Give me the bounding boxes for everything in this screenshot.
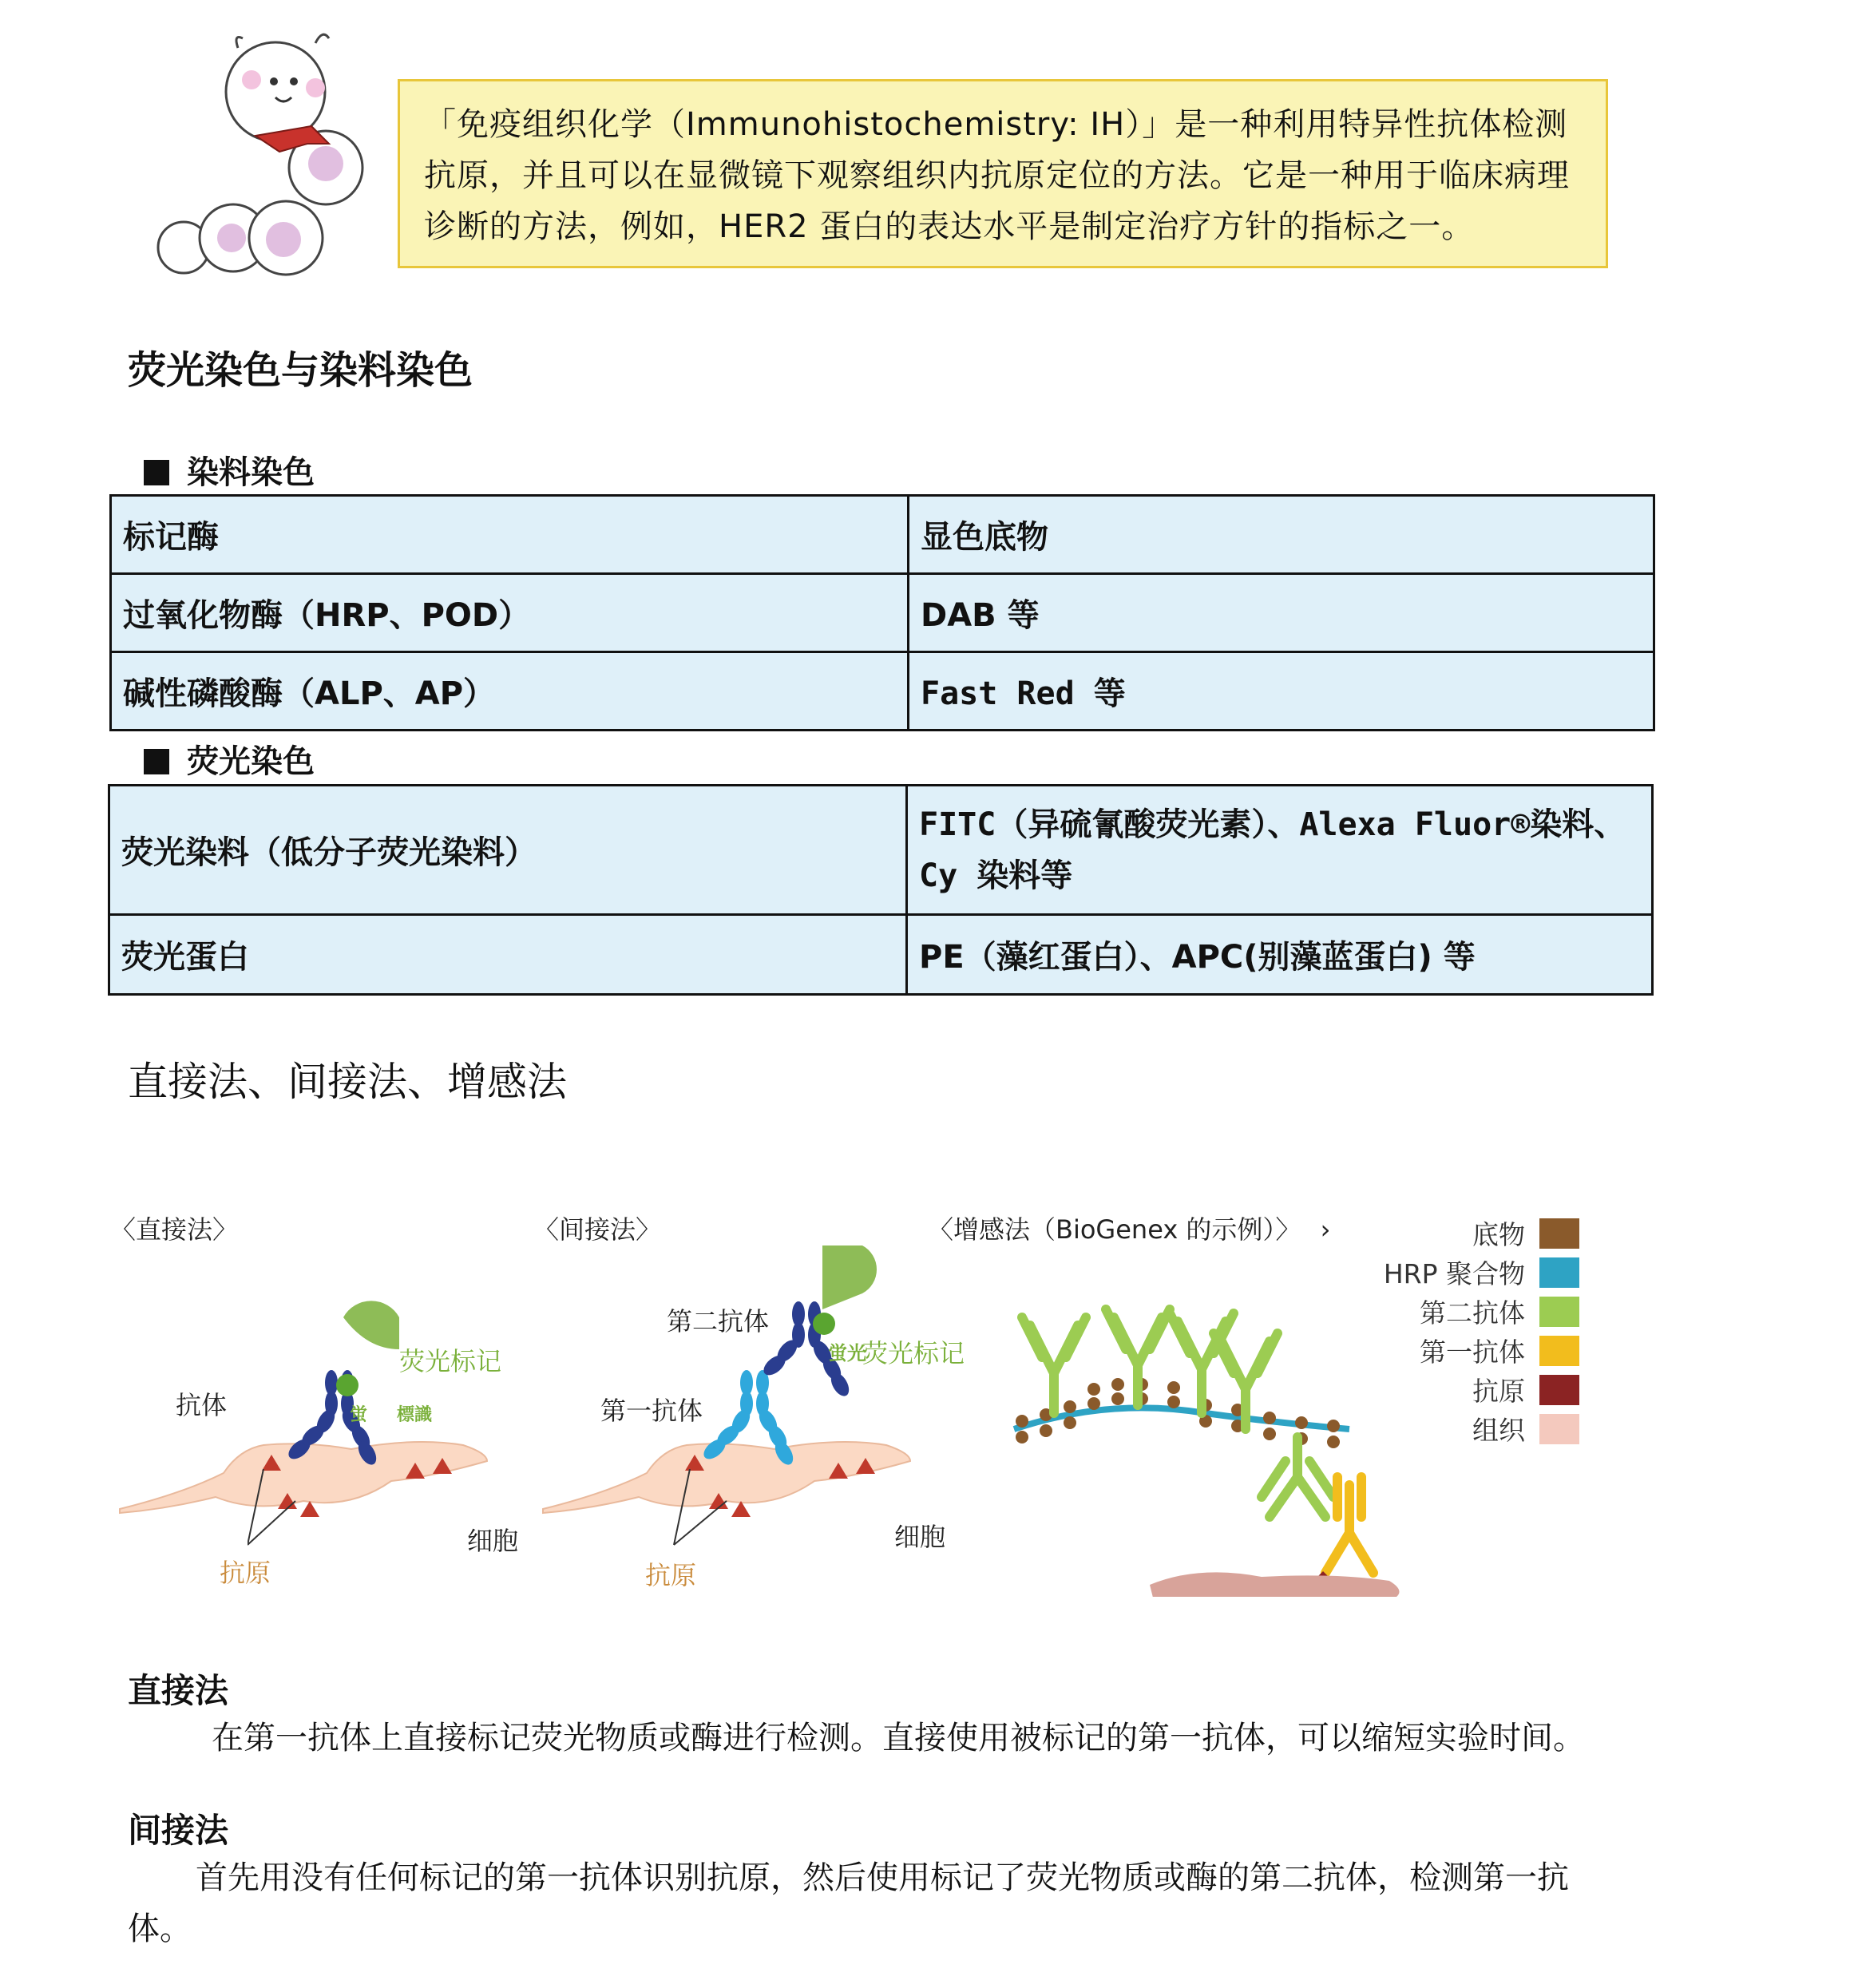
- legend-label: 底物: [1472, 1219, 1525, 1250]
- subtitle-dye-label: 染料染色: [187, 454, 315, 491]
- subtitle-fluor-label: 荧光染色: [187, 743, 315, 780]
- antigen-pointer-lines-direct: [248, 1469, 303, 1549]
- legend-item: [1349, 1292, 1579, 1331]
- label-cell-indirect: 细胞: [894, 1522, 946, 1552]
- table-cell: PE（藻红蛋白）、APC(别藻蓝蛋白) 等: [907, 915, 1653, 995]
- table-cell: [907, 786, 1653, 915]
- legend-swatch: [1539, 1218, 1579, 1249]
- mascot-illustration: [144, 24, 375, 295]
- direct-method-text: 在第一抗体上直接标记荧光物质或酶进行检测。直接使用被标记的第一抗体，可以缩短实验时间。: [212, 1720, 1585, 1756]
- label-first-antibody: 第一抗体: [600, 1396, 703, 1426]
- table-cell: 显色底物: [909, 496, 1654, 574]
- direct-method-diagram: [112, 1293, 543, 1557]
- direct-method-title: 直接法: [128, 1671, 229, 1710]
- table-cell: [909, 652, 1654, 731]
- label-fluor-tag-indirect: 荧光标记: [862, 1338, 965, 1368]
- table-cell: DAB 等: [909, 574, 1654, 652]
- table-cell: 过氧化物酶（HRP、POD）: [111, 574, 909, 652]
- dye-staining-table: [109, 494, 1655, 731]
- legend-swatch: [1539, 1297, 1579, 1327]
- legend-label: 抗原: [1472, 1376, 1525, 1407]
- label-antigen-direct: 抗原: [220, 1558, 271, 1588]
- label-small-a-direct: 蛍: [350, 1405, 368, 1425]
- subtitle-fluor-staining: [144, 736, 315, 782]
- legend-item: [1349, 1214, 1579, 1253]
- label-antigen-indirect: 抗原: [645, 1560, 697, 1590]
- label-small-b-direct: 標識: [397, 1405, 433, 1425]
- caption-direct: 〈直接法〉: [110, 1214, 239, 1245]
- table-cell: 标记酶: [111, 496, 909, 574]
- legend-swatch: [1539, 1336, 1579, 1366]
- square-bullet-icon: [144, 749, 169, 774]
- table-cell-text: FITC（异硫氰酸荧光素）、Alexa Fluor®染料、Cy 染料等: [919, 806, 1626, 894]
- legend-item: [1349, 1253, 1579, 1292]
- label-antibody: 抗体: [176, 1390, 228, 1420]
- legend-item: [1349, 1331, 1579, 1370]
- section-title-methods: 直接法、间接法、增感法: [128, 1059, 567, 1105]
- caption-enhanced: [928, 1210, 1330, 1246]
- legend-item: [1349, 1409, 1579, 1448]
- table-cell: 碱性磷酸酶（ALP、AP）: [111, 652, 909, 731]
- caption-indirect: 〈间接法〉: [533, 1214, 662, 1245]
- label-second-antibody: 第二抗体: [667, 1306, 770, 1337]
- label-fluor-tag-direct: 荧光标记: [399, 1346, 502, 1376]
- table-cell: 荧光蛋白: [109, 915, 907, 995]
- legend-label: 组织: [1472, 1415, 1525, 1446]
- fluor-staining-table: [108, 784, 1654, 996]
- legend-swatch: [1539, 1414, 1579, 1444]
- table-cell-text: Fast Red 等: [921, 675, 1126, 712]
- table-row: [109, 786, 1653, 915]
- antigen-pointer-lines-indirect: [671, 1469, 735, 1549]
- legend-swatch: [1539, 1375, 1579, 1405]
- label-cell-direct: 细胞: [467, 1526, 519, 1556]
- arrow-icon: ›: [1320, 1214, 1331, 1245]
- table-row: [111, 574, 1654, 652]
- table-row: [111, 652, 1654, 731]
- table-cell: 荧光染料（低分子荧光染料）: [109, 786, 907, 915]
- label-small-a-indirect: 蛍光: [828, 1342, 866, 1364]
- section-title-staining: 荧光染色与染料染色: [128, 348, 473, 393]
- indirect-method-text-line2: 体。: [128, 1911, 192, 1947]
- indirect-method-text-line1: 首先用没有任何标记的第一抗体识别抗原，然后使用标记了荧光物质或酶的第二抗体，检测第一抗: [196, 1859, 1569, 1896]
- intro-box: [398, 79, 1608, 268]
- table-row: [111, 496, 1654, 574]
- legend-swatch: [1539, 1257, 1579, 1288]
- legend-item: [1349, 1370, 1579, 1409]
- legend-label: 第二抗体: [1420, 1297, 1525, 1329]
- legend-label: HRP 聚合物: [1383, 1258, 1525, 1289]
- intro-text: 「免疫组织化学（Immunohistochemistry: IH）」是一种利用特异性抗体检测抗原，并且可以在显微镜下观察组织内抗原定位的方法。它是一种用于临床病理诊断的方法，例如，HER2 蛋白的表达水平是制定治疗方针的指标之一。: [424, 106, 1570, 245]
- table-row: [109, 915, 1653, 995]
- legend: [1349, 1214, 1579, 1448]
- subtitle-dye-staining: [144, 447, 315, 493]
- caption-enhanced-text: 〈增感法（BioGenex 的示例）〉: [928, 1214, 1301, 1245]
- indirect-method-title: 间接法: [128, 1811, 229, 1850]
- legend-label: 第一抗体: [1420, 1337, 1525, 1368]
- square-bullet-icon: [144, 460, 169, 485]
